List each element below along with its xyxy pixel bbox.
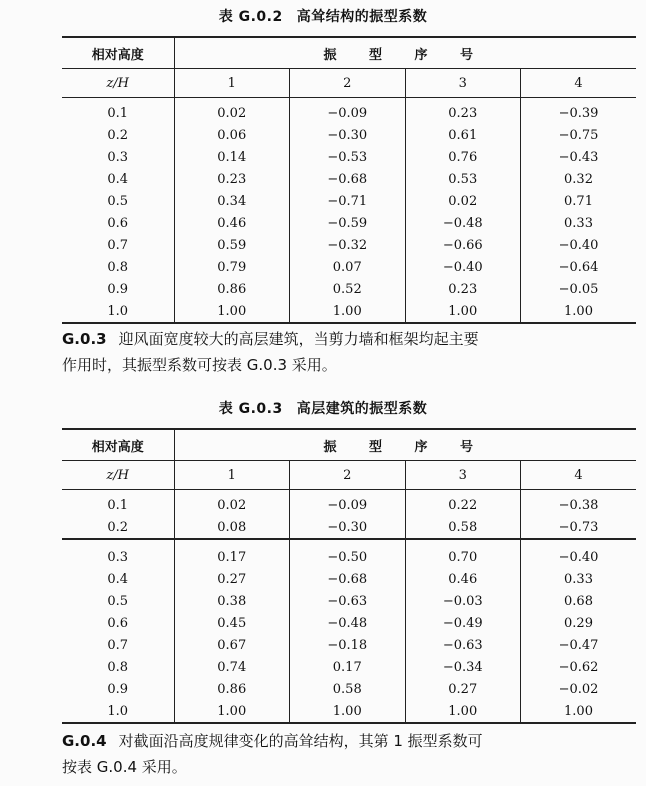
table2-header-rel: 相对高度 [62,429,174,461]
mode-value-cell: 1.00 [174,700,290,723]
mode-value-cell: −0.38 [521,490,637,517]
mode-value-cell: 0.58 [290,678,406,700]
mode-value-cell: 0.53 [405,168,521,190]
table-row [62,656,636,678]
mode-value-cell: −0.64 [521,256,637,278]
table-row [62,256,636,278]
table2-mode-1: 1 [174,461,290,490]
mode-value-cell: −0.30 [290,516,406,539]
row-zh-cell: 0.1 [107,105,129,121]
mode-value-cell: −0.73 [521,516,637,539]
table2-mode-3: 3 [405,461,521,490]
mode-value-cell: −0.32 [290,234,406,256]
table-row [62,590,636,612]
mode-value-cell: −0.03 [405,590,521,612]
mode-value-cell: 0.33 [521,568,637,590]
table1-header-rel: 相对高度 [62,37,174,69]
mode-value-cell: −0.40 [521,539,637,568]
row-zh-cell: 0.7 [107,237,129,253]
mode-value-cell: −0.30 [290,124,406,146]
mode-value-cell: 0.67 [174,634,290,656]
mode-value-cell: −0.09 [290,98,406,125]
mode-value-cell: 1.00 [521,700,637,723]
table-row [62,190,636,212]
mode-value-cell: 0.59 [174,234,290,256]
row-zh-cell: 0.9 [107,681,129,697]
mode-value-cell: 0.58 [405,516,521,539]
mode-value-cell: −0.18 [290,634,406,656]
mode-value-cell: 0.27 [405,678,521,700]
mode-value-cell: 0.76 [405,146,521,168]
mode-value-cell: −0.66 [405,234,521,256]
mode-value-cell: −0.71 [290,190,406,212]
mode-value-cell: 0.02 [174,490,290,517]
mode-value-cell: 0.29 [521,612,637,634]
section-g03 [62,326,636,378]
mode-value-cell: 1.00 [405,300,521,323]
mode-value-cell: 1.00 [174,300,290,323]
mode-value-cell: −0.05 [521,278,637,300]
mode-value-cell: −0.47 [521,634,637,656]
mode-value-cell: 1.00 [405,700,521,723]
mode-value-cell: 0.17 [174,539,290,568]
table1-header-modes: 振 型 序 号 [174,37,636,69]
mode-value-cell: −0.09 [290,490,406,517]
mode-value-cell: 0.86 [174,278,290,300]
mode-value-cell: 0.46 [174,212,290,234]
row-zh-cell: 0.3 [107,549,129,565]
mode-value-cell: 1.00 [521,300,637,323]
table2-mode-4: 4 [521,461,637,490]
section-g04-line1: 对截面沿高度规律变化的高耸结构，其第 1 振型系数可 [118,732,483,750]
table1 [62,36,636,324]
mode-value-cell: 0.33 [521,212,637,234]
section-g03-number: G.0.3 [62,330,107,348]
row-zh-cell: 0.9 [107,281,129,297]
table-row [62,490,636,517]
mode-value-cell: −0.68 [290,568,406,590]
section-g04 [62,728,636,780]
table-row [62,516,636,539]
table1-mode-1: 1 [174,69,290,98]
mode-value-cell: −0.75 [521,124,637,146]
table2-caption [0,398,646,418]
mode-value-cell: 0.07 [290,256,406,278]
mode-value-cell: 0.71 [521,190,637,212]
row-zh-cell: 0.8 [107,259,129,275]
table-row [62,539,636,568]
section-g04-number: G.0.4 [62,732,107,750]
table1-mode-3: 3 [405,69,521,98]
table-row [62,678,636,700]
table-row [62,234,636,256]
mode-value-cell: −0.53 [290,146,406,168]
mode-value-cell: −0.48 [405,212,521,234]
mode-value-cell: 0.23 [174,168,290,190]
row-zh-cell: 0.3 [107,149,129,165]
mode-value-cell: 0.23 [405,98,521,125]
row-zh-cell: 1.0 [107,703,129,719]
row-zh-cell: 0.6 [107,615,129,631]
mode-value-cell: 0.86 [174,678,290,700]
mode-value-cell: 0.17 [290,656,406,678]
mode-value-cell: −0.63 [290,590,406,612]
row-zh-cell: 0.7 [107,637,129,653]
mode-value-cell: −0.43 [521,146,637,168]
table-row [62,612,636,634]
table1-mode-4: 4 [521,69,637,98]
row-zh-cell: 0.8 [107,659,129,675]
row-zh-cell: 0.1 [107,497,129,513]
mode-value-cell: −0.34 [405,656,521,678]
mode-value-cell: −0.48 [290,612,406,634]
row-zh-cell: 0.5 [107,593,129,609]
table1-mode-2: 2 [290,69,406,98]
mode-value-cell: −0.49 [405,612,521,634]
row-zh-cell: 0.4 [107,571,129,587]
table-row [62,124,636,146]
table2-header-modes: 振 型 序 号 [174,429,636,461]
mode-value-cell: −0.68 [290,168,406,190]
table1-header-zh: z/H [62,69,174,98]
row-zh-cell: 1.0 [107,303,129,319]
mode-value-cell: 0.08 [174,516,290,539]
mode-value-cell: −0.40 [521,234,637,256]
mode-value-cell: 0.68 [521,590,637,612]
mode-value-cell: 0.70 [405,539,521,568]
mode-value-cell: 0.02 [405,190,521,212]
mode-value-cell: 1.00 [290,700,406,723]
mode-value-cell: 0.74 [174,656,290,678]
table2 [62,428,636,724]
mode-value-cell: −0.63 [405,634,521,656]
table-row [62,278,636,300]
mode-value-cell: 0.38 [174,590,290,612]
mode-value-cell: −0.02 [521,678,637,700]
section-g03-line1: 迎风面宽度较大的高层建筑，当剪力墙和框架均起主要 [118,330,479,348]
table2-mode-2: 2 [290,461,406,490]
row-zh-cell: 0.6 [107,215,129,231]
mode-value-cell: 0.14 [174,146,290,168]
mode-value-cell: 0.45 [174,612,290,634]
mode-value-cell: 0.46 [405,568,521,590]
mode-value-cell: 0.61 [405,124,521,146]
mode-value-cell: 0.52 [290,278,406,300]
mode-value-cell: 0.34 [174,190,290,212]
table2-number: 表 G.0.3 [218,401,283,417]
table2-title: 高层建筑的振型系数 [296,401,428,417]
mode-value-cell: 0.27 [174,568,290,590]
mode-value-cell: −0.50 [290,539,406,568]
table2-header-zh: z/H [62,461,174,490]
mode-value-cell: −0.59 [290,212,406,234]
mode-value-cell: 0.22 [405,490,521,517]
mode-value-cell: −0.40 [405,256,521,278]
mode-value-cell: 0.23 [405,278,521,300]
table-row [62,212,636,234]
table-row [62,300,636,323]
table1-caption [0,6,646,26]
mode-value-cell: −0.62 [521,656,637,678]
row-zh-cell: 0.5 [107,193,129,209]
section-g04-line2: 按表 G.0.4 采用。 [62,758,187,776]
table-row [62,98,636,125]
mode-value-cell: 0.02 [174,98,290,125]
table-row [62,700,636,723]
table1-title: 高耸结构的振型系数 [296,9,428,25]
row-zh-cell: 0.2 [62,516,174,539]
table-row [62,168,636,190]
table-row [62,146,636,168]
table-row [62,634,636,656]
mode-value-cell: 0.06 [174,124,290,146]
mode-value-cell: −0.39 [521,98,637,125]
table1-number: 表 G.0.2 [218,9,283,25]
section-g03-line2: 作用时，其振型系数可按表 G.0.3 采用。 [62,356,337,374]
table-row [62,568,636,590]
row-zh-cell: 0.4 [107,171,129,187]
mode-value-cell: 1.00 [290,300,406,323]
mode-value-cell: 0.32 [521,168,637,190]
row-zh-cell: 0.2 [107,127,129,143]
mode-value-cell: 0.79 [174,256,290,278]
